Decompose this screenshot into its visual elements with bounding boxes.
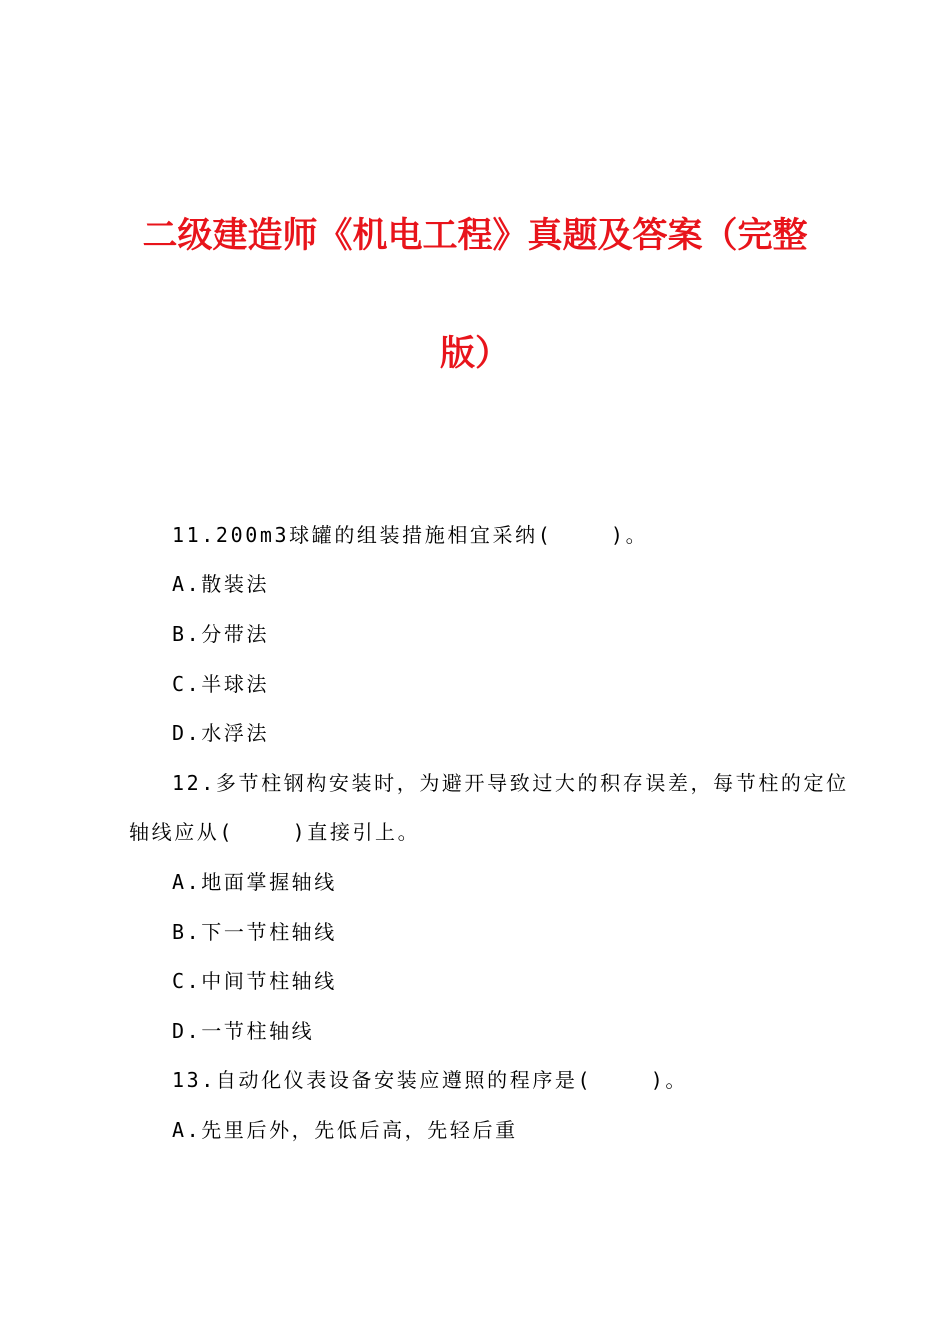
question-12-stem-line-1: 12.多节柱钢构安装时，为避开导致过大的积存误差，每节柱的定位 xyxy=(172,771,849,795)
question-13-stem: 13.自动化仪表设备安装应遵照的程序是( )。 xyxy=(172,1068,688,1092)
question-12-option-d: D.一节柱轴线 xyxy=(172,1019,315,1043)
question-11-stem: 11.200m3球罐的组装措施相宜采纳( )。 xyxy=(172,523,649,547)
question-11-option-a: A.散装法 xyxy=(172,572,270,596)
question-12-option-b: B.下一节柱轴线 xyxy=(172,920,337,944)
question-13-option-a: A.先里后外，先低后高，先轻后重 xyxy=(172,1118,518,1142)
document-title-line-2: 版） xyxy=(439,334,510,374)
question-12-stem-line-2: 轴线应从( )直接引上。 xyxy=(129,820,421,844)
question-11-option-c: C.半球法 xyxy=(172,672,270,696)
question-11-option-d: D.水浮法 xyxy=(172,721,270,745)
question-11-option-b: B.分带法 xyxy=(172,622,270,646)
question-12-option-a: A.地面掌握轴线 xyxy=(172,870,337,894)
document-title-line-1: 二级建造师《机电工程》真题及答案（完整 xyxy=(142,216,808,256)
question-12-option-c: C.中间节柱轴线 xyxy=(172,969,337,993)
